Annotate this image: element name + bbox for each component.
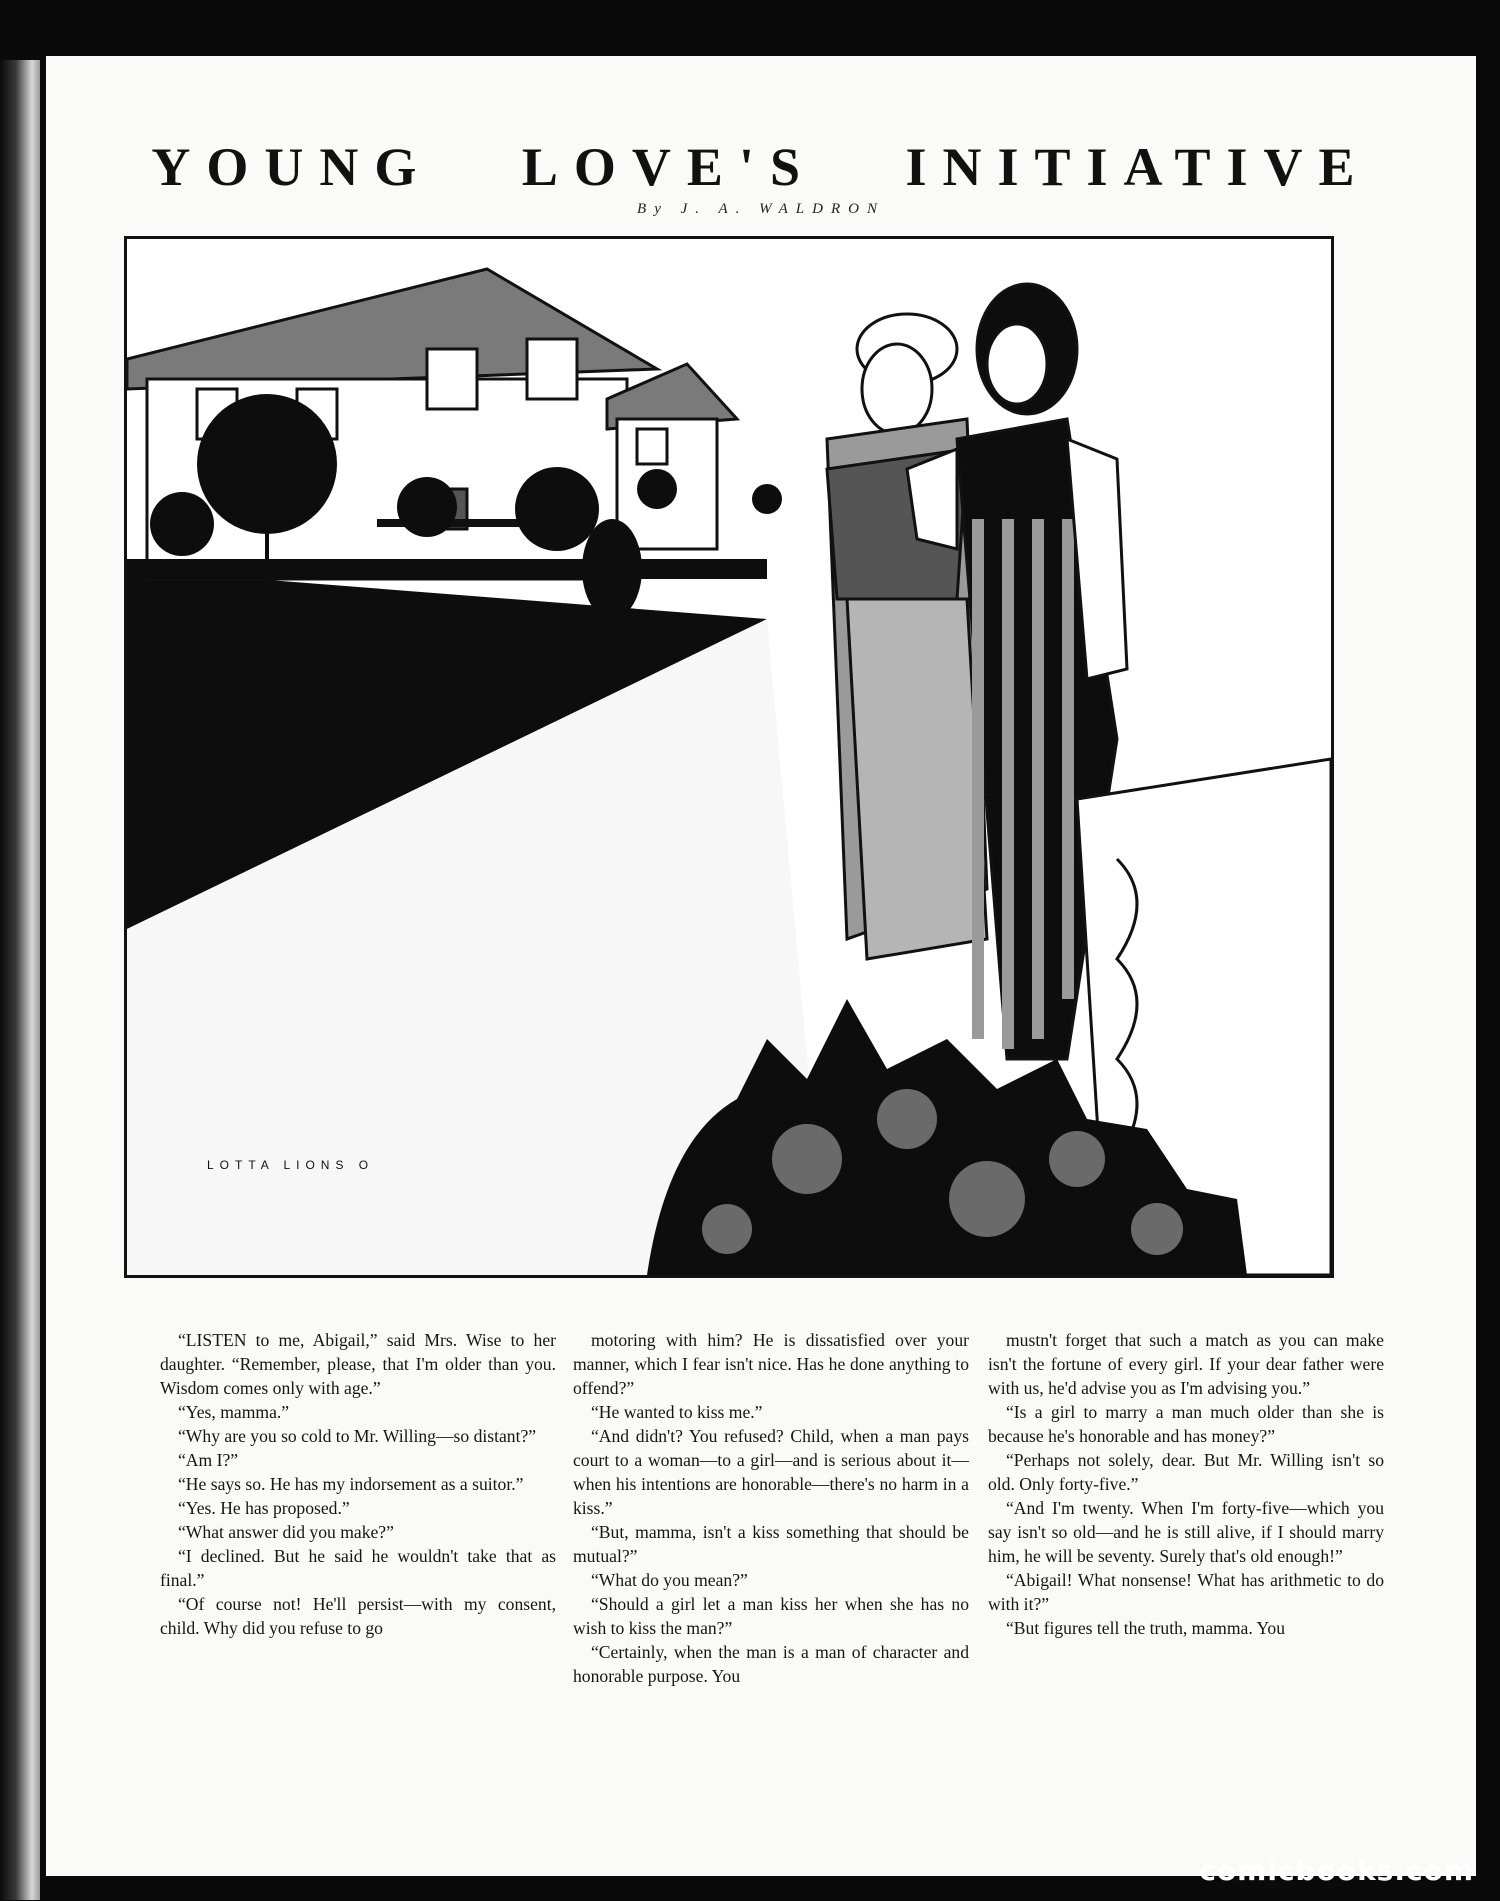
artist-signature: LOTTA LIONS O xyxy=(207,1158,375,1172)
paragraph: “And I'm twenty. When I'm forty-five—which you say isn't so old—and he is still alive, if I should marry him, he will be seventy. Surely that's old enough!” xyxy=(988,1498,1384,1566)
text-column-3 xyxy=(988,1328,1384,1640)
paragraph: “I declined. But he said he wouldn't take that as final.” xyxy=(160,1546,556,1590)
book-spine xyxy=(0,60,40,1900)
text-column-1 xyxy=(160,1328,556,1640)
paragraph: “And didn't? You refused? Child, when a man pays court to a woman—to a girl—and is serious about it—when his intentions are honorable—there's no harm in a kiss.” xyxy=(573,1426,969,1518)
magazine-page xyxy=(46,56,1476,1876)
paragraph: “He wanted to kiss me.” xyxy=(591,1402,763,1422)
story-byline: By J. A. WALDRON xyxy=(637,201,885,217)
paragraph: “Of course not! He'll persist—with my consent, child. Why did you refuse to go xyxy=(160,1594,556,1638)
paragraph: “Why are you so cold to Mr. Willing—so distant?” xyxy=(178,1426,537,1446)
paragraph: “Perhaps not solely, dear. But Mr. Willing isn't so old. Only forty-five.” xyxy=(988,1450,1384,1494)
story-text xyxy=(108,1328,1388,1798)
story-illustration xyxy=(124,236,1334,1278)
paragraph: “What answer did you make?” xyxy=(178,1522,394,1542)
paragraph: “Is a girl to marry a man much older than she is because he's honorable and has money?” xyxy=(988,1402,1384,1446)
paragraph: “LISTEN to me, Abigail,” said Mrs. Wise to her daughter. “Remember, please, that I'm older than you. Wisdom comes only with age.” xyxy=(160,1330,556,1398)
paragraph: “What do you mean?” xyxy=(591,1570,748,1590)
paragraph: “Yes, mamma.” xyxy=(178,1402,290,1422)
paragraph: “Am I?” xyxy=(178,1450,239,1470)
paragraph: “He says so. He has my indorsement as a suitor.” xyxy=(178,1474,524,1494)
story-title: YOUNG LOVE'S INITIATIVE xyxy=(151,137,1371,197)
paragraph: motoring with him? He is dissatisfied over your manner, which I fear isn't nice. Has he done anything to offend?” xyxy=(573,1330,969,1398)
site-watermark: comicbooks.com xyxy=(1199,1854,1474,1887)
paragraph: “Certainly, when the man is a man of character and honorable purpose. You xyxy=(573,1642,969,1686)
figure-mother xyxy=(827,314,987,959)
paragraph: “Abigail! What nonsense! What has arithmetic to do with it?” xyxy=(988,1570,1384,1614)
paragraph: “Should a girl let a man kiss her when she has no wish to kiss the man?” xyxy=(573,1594,969,1638)
paragraph: “But figures tell the truth, mamma. You xyxy=(1006,1618,1286,1638)
paragraph: “But, mamma, isn't a kiss something that should be mutual?” xyxy=(573,1522,969,1566)
paragraph: “Yes. He has proposed.” xyxy=(178,1498,350,1518)
text-column-2 xyxy=(573,1328,969,1688)
paragraph: mustn't forget that such a match as you can make isn't the fortune of every girl. If your dear father were with us, he'd advise you as I'm advising you.” xyxy=(988,1330,1384,1398)
